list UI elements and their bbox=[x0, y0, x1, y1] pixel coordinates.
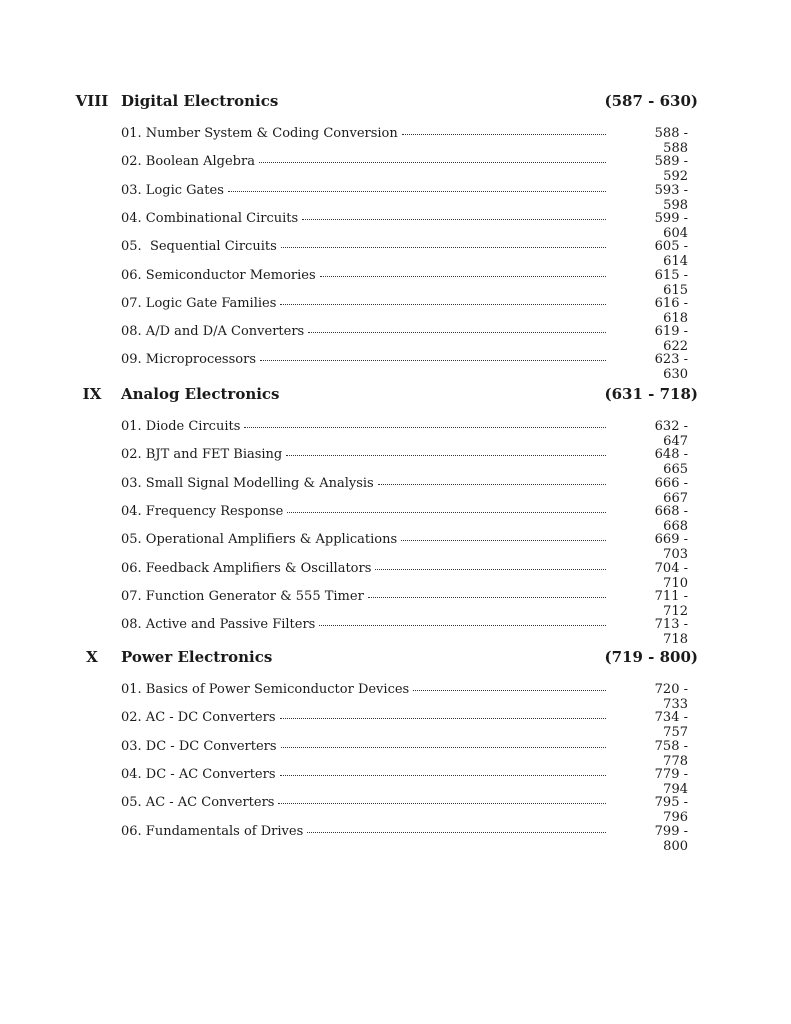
section-page-range: (631 - 718) bbox=[604, 385, 698, 403]
toc-entry[interactable] bbox=[121, 295, 688, 326]
toc-entry-label: 02. Boolean Algebra bbox=[121, 154, 255, 170]
dot-leader bbox=[320, 266, 606, 277]
toc-entry[interactable] bbox=[121, 766, 688, 797]
toc-entry[interactable] bbox=[121, 795, 688, 826]
dot-leader bbox=[280, 294, 606, 305]
toc-entry-label: 01. Basics of Power Semiconductor Devices bbox=[121, 682, 410, 697]
section-heading bbox=[0, 648, 791, 670]
toc-entry[interactable] bbox=[121, 182, 688, 213]
toc-entry[interactable] bbox=[121, 532, 688, 563]
toc-entry-pages: 666 - 667 bbox=[654, 475, 688, 506]
section-page-range: (587 - 630) bbox=[604, 92, 698, 110]
toc-entry-label: 05. Sequential Circuits bbox=[121, 239, 277, 255]
dot-leader bbox=[368, 587, 606, 598]
toc-entry-label: 01. Diode Circuits bbox=[121, 419, 241, 434]
toc-entry-label: 08. A/D and D/A Converters bbox=[121, 324, 305, 340]
toc-entry[interactable] bbox=[121, 352, 688, 383]
toc-entry[interactable] bbox=[121, 475, 688, 506]
toc-entry-pages: 758 - 778 bbox=[654, 738, 688, 769]
toc-entry-label: 04. Combinational Circuits bbox=[121, 210, 299, 226]
toc-entry-pages: 795 - 796 bbox=[654, 795, 688, 826]
dot-leader bbox=[244, 417, 606, 428]
toc-entry-pages: 619 - 622 bbox=[654, 324, 688, 355]
dot-leader bbox=[280, 708, 606, 719]
toc-entry-pages: 704 - 710 bbox=[654, 560, 688, 591]
toc-entry-pages: 779 - 794 bbox=[654, 766, 688, 797]
dot-leader bbox=[260, 350, 606, 361]
toc-entry-label: 01. Number System & Coding Conversion bbox=[121, 126, 398, 141]
dot-leader bbox=[228, 181, 606, 192]
toc-entry-label: 03. DC - DC Converters bbox=[121, 738, 277, 754]
dot-leader bbox=[402, 124, 606, 135]
toc-entry-label: 08. Active and Passive Filters bbox=[121, 617, 316, 633]
toc-entry-pages: 720 - 733 bbox=[654, 682, 688, 712]
toc-entry[interactable] bbox=[121, 588, 688, 619]
toc-entry[interactable] bbox=[121, 324, 688, 355]
toc-entry-pages: 589 - 592 bbox=[654, 154, 688, 185]
toc-entry-pages: 713 - 718 bbox=[654, 617, 688, 648]
section-title: Analog Electronics bbox=[121, 385, 280, 403]
toc-entry[interactable] bbox=[121, 210, 688, 241]
toc-entry-label: 03. Logic Gates bbox=[121, 182, 224, 198]
dot-leader bbox=[413, 680, 606, 691]
toc-entry-pages: 616 - 618 bbox=[654, 295, 688, 326]
toc-entry-pages: 668 - 668 bbox=[654, 503, 688, 534]
toc-entry-pages: 648 - 665 bbox=[654, 447, 688, 478]
section-title: Digital Electronics bbox=[121, 92, 279, 110]
toc-entry[interactable] bbox=[121, 239, 688, 270]
toc-entry-pages: 593 - 598 bbox=[654, 182, 688, 213]
section-page-range: (719 - 800) bbox=[604, 648, 698, 666]
dot-leader bbox=[281, 237, 606, 248]
section-number: X bbox=[86, 648, 98, 666]
toc-entry-label: 06. Feedback Amplifiers & Oscillators bbox=[121, 560, 372, 576]
dot-leader bbox=[286, 445, 606, 456]
dot-leader bbox=[307, 822, 606, 833]
toc-entry-pages: 623 - 630 bbox=[654, 352, 688, 383]
section-number: IX bbox=[82, 385, 102, 403]
dot-leader bbox=[259, 152, 606, 163]
dot-leader bbox=[401, 530, 606, 541]
dot-leader bbox=[278, 793, 606, 804]
dot-leader bbox=[308, 322, 606, 333]
toc-entry-pages: 588 - 588 bbox=[654, 126, 688, 156]
dot-leader bbox=[319, 615, 606, 626]
toc-entry-label: 03. Small Signal Modelling & Analysis bbox=[121, 475, 374, 491]
toc-entry-label: 07. Function Generator & 555 Timer bbox=[121, 588, 364, 604]
toc-entry-label: 04. Frequency Response bbox=[121, 503, 284, 519]
toc-entry-pages: 669 - 703 bbox=[654, 532, 688, 563]
toc-entry[interactable] bbox=[121, 682, 688, 712]
toc-entry-label: 05. Operational Amplifiers & Applications bbox=[121, 532, 398, 548]
toc-entry[interactable] bbox=[121, 419, 688, 449]
toc-entry[interactable] bbox=[121, 267, 688, 298]
dot-leader bbox=[378, 474, 606, 485]
toc-entry-label: 06. Fundamentals of Drives bbox=[121, 823, 304, 839]
toc-entry[interactable] bbox=[121, 738, 688, 769]
toc-entry[interactable] bbox=[121, 503, 688, 534]
section-heading bbox=[0, 385, 791, 407]
toc-entry-label: 02. AC - DC Converters bbox=[121, 710, 276, 726]
toc-entry-pages: 615 - 615 bbox=[654, 267, 688, 298]
section-number: VIII bbox=[75, 92, 109, 110]
toc-entry-label: 09. Microprocessors bbox=[121, 352, 256, 368]
toc-entry[interactable] bbox=[121, 154, 688, 185]
toc-entry-pages: 605 - 614 bbox=[654, 239, 688, 270]
toc-entry[interactable] bbox=[121, 447, 688, 478]
section-heading bbox=[0, 92, 791, 114]
toc-entry[interactable] bbox=[121, 126, 688, 156]
section-title: Power Electronics bbox=[121, 648, 273, 666]
toc-entry-pages: 599 - 604 bbox=[654, 210, 688, 241]
toc-entry[interactable] bbox=[121, 560, 688, 591]
toc-entry-label: 06. Semiconductor Memories bbox=[121, 267, 316, 283]
toc-entry[interactable] bbox=[121, 823, 688, 854]
toc-entry-label: 05. AC - AC Converters bbox=[121, 795, 275, 811]
dot-leader bbox=[287, 502, 606, 513]
dot-leader bbox=[302, 209, 606, 220]
toc-entry-label: 07. Logic Gate Families bbox=[121, 295, 277, 311]
toc-entry[interactable] bbox=[121, 710, 688, 741]
toc-entry-pages: 799 - 800 bbox=[654, 823, 688, 854]
toc-entry-pages: 711 - 712 bbox=[654, 588, 688, 619]
toc-entry-pages: 734 - 757 bbox=[654, 710, 688, 741]
toc-entry-label: 02. BJT and FET Biasing bbox=[121, 447, 283, 463]
dot-leader bbox=[281, 737, 606, 748]
dot-leader bbox=[280, 765, 606, 776]
toc-entry[interactable] bbox=[121, 617, 688, 648]
dot-leader bbox=[375, 559, 606, 570]
toc-entry-pages: 632 - 647 bbox=[654, 419, 688, 449]
toc-entry-label: 04. DC - AC Converters bbox=[121, 766, 276, 782]
